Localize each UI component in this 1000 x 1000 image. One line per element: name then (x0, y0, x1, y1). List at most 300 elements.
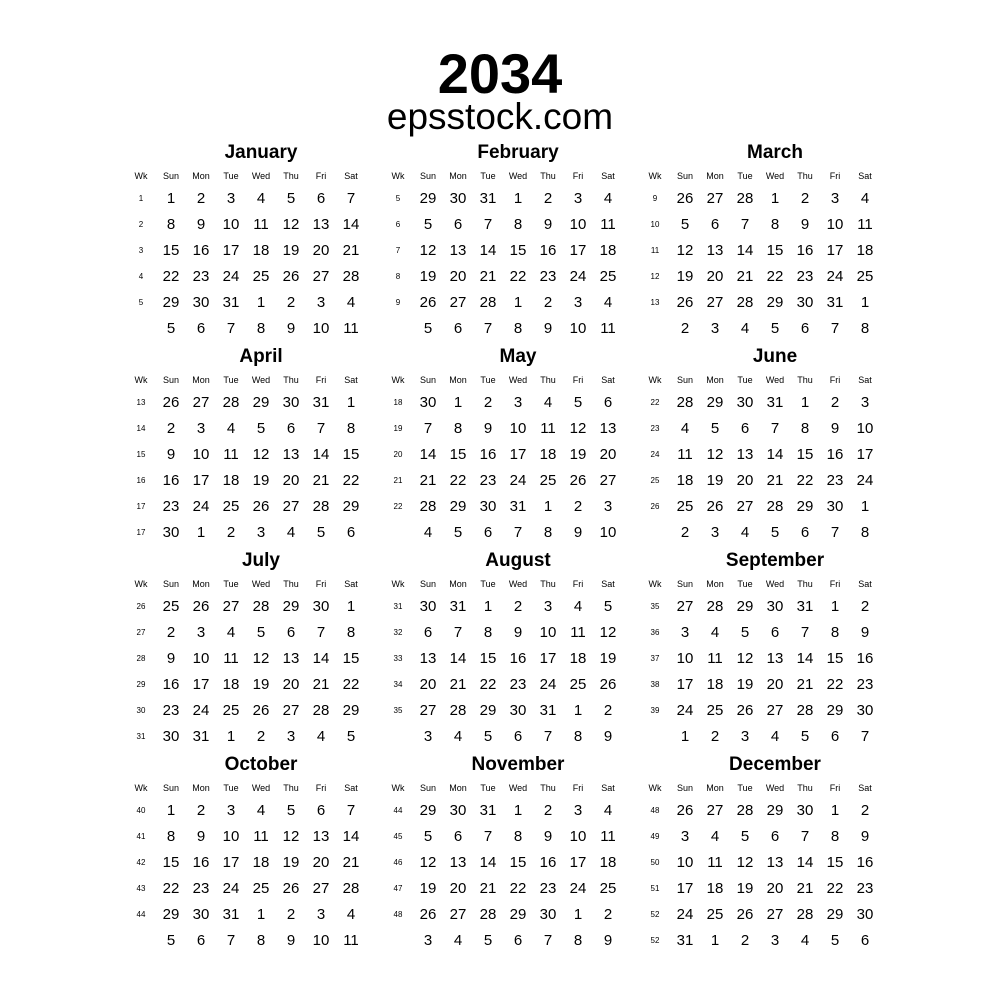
day-cell: 22 (796, 471, 814, 489)
week-number: 49 (650, 831, 660, 841)
week-row (383, 185, 623, 211)
day-cell: 22 (162, 267, 180, 285)
week-row (640, 441, 880, 467)
day-cell: 28 (479, 293, 497, 311)
month-block-october (126, 751, 366, 953)
weekday-header: Thu (540, 579, 556, 589)
day-cell: 1 (166, 801, 176, 819)
day-cell: 28 (252, 597, 270, 615)
day-cell: 9 (603, 727, 613, 745)
day-cell: 7 (483, 827, 493, 845)
day-cell: 27 (706, 189, 724, 207)
weekday-header: Tue (737, 579, 753, 589)
week-number: 45 (393, 831, 403, 841)
week-number: 9 (652, 193, 658, 203)
weekday-header: Sun (676, 783, 693, 793)
day-cell: 2 (166, 623, 176, 641)
day-cell: 21 (419, 471, 437, 489)
week-number: 37 (650, 653, 660, 663)
week-number: 4 (138, 271, 144, 281)
day-cell: 26 (419, 293, 437, 311)
week-row (383, 593, 623, 619)
day-cell: 26 (706, 497, 724, 515)
day-cell: 10 (856, 419, 874, 437)
day-cell: 14 (342, 215, 360, 233)
weekday-header: Mon (192, 171, 210, 181)
weekday-header: Tue (737, 171, 753, 181)
day-cell: 12 (599, 623, 617, 641)
day-cell: 10 (539, 623, 557, 641)
week-number: 35 (393, 705, 403, 715)
day-cell: 29 (766, 801, 784, 819)
day-cell: 4 (800, 931, 810, 949)
day-cell: 11 (223, 445, 239, 463)
day-cell: 2 (543, 801, 553, 819)
day-cell: 30 (539, 905, 557, 923)
weekday-header: Sat (858, 783, 872, 793)
day-cell: 29 (826, 905, 844, 923)
weekday-header: Mon (706, 579, 724, 589)
day-cell: 29 (162, 293, 180, 311)
day-cell: 19 (282, 241, 300, 259)
weekday-header: Wed (765, 171, 785, 181)
day-cell: 4 (740, 523, 750, 541)
weekday-header: Thu (540, 783, 556, 793)
day-cell: 18 (599, 853, 617, 871)
day-cell: 8 (166, 215, 176, 233)
day-cell: 27 (676, 597, 694, 615)
month-title: November (471, 754, 565, 775)
day-cell: 2 (573, 497, 583, 515)
day-cell: 27 (312, 879, 330, 897)
day-cell: 6 (770, 827, 780, 845)
day-cell: 30 (449, 189, 467, 207)
week-row (640, 875, 880, 901)
week-row (126, 211, 366, 237)
weekday-header: Mon (706, 375, 724, 385)
day-cell: 18 (252, 241, 270, 259)
day-cell: 5 (286, 189, 296, 207)
day-cell: 6 (316, 801, 326, 819)
week-number: 41 (136, 831, 146, 841)
week-row (126, 389, 366, 415)
day-cell: 2 (483, 393, 493, 411)
day-cell: 1 (830, 801, 840, 819)
week-row (126, 823, 366, 849)
week-row (640, 927, 880, 953)
day-cell: 18 (676, 471, 694, 489)
day-cell: 23 (162, 497, 180, 515)
month-table (640, 779, 880, 953)
day-cell: 11 (253, 215, 269, 233)
day-cell: 26 (282, 879, 300, 897)
week-number: 7 (395, 245, 401, 255)
day-cell: 25 (676, 497, 694, 515)
weekday-header: Sun (419, 375, 436, 385)
day-cell: 2 (603, 701, 613, 719)
day-cell: 4 (710, 623, 720, 641)
day-cell: 22 (509, 267, 527, 285)
day-cell: 2 (710, 727, 720, 745)
week-number: 30 (136, 705, 146, 715)
day-cell: 21 (736, 267, 754, 285)
weekday-header: Fri (829, 375, 841, 385)
week-number: 43 (136, 883, 146, 893)
day-cell: 27 (222, 597, 240, 615)
day-cell: 21 (342, 853, 360, 871)
week-row (640, 493, 880, 519)
month-table (640, 371, 880, 545)
day-cell: 29 (766, 293, 784, 311)
week-number (640, 723, 670, 749)
month-block-may (383, 343, 623, 545)
day-cell: 30 (282, 393, 300, 411)
day-cell: 5 (710, 419, 720, 437)
day-cell: 20 (766, 675, 784, 693)
day-cell: 28 (479, 905, 497, 923)
day-cell: 6 (740, 419, 750, 437)
week-number: 17 (136, 501, 146, 511)
day-cell: 12 (282, 215, 300, 233)
week-row (383, 263, 623, 289)
week-row (126, 467, 366, 493)
week-row (640, 289, 880, 315)
day-cell: 12 (569, 419, 587, 437)
day-cell: 30 (312, 597, 330, 615)
week-number: 28 (136, 653, 146, 663)
day-cell: 2 (543, 189, 553, 207)
day-cell: 22 (509, 879, 527, 897)
week-number: 32 (393, 627, 403, 637)
day-cell: 21 (479, 879, 497, 897)
week-row (383, 927, 623, 953)
month-title: April (239, 346, 283, 367)
weekday-header: Thu (540, 171, 556, 181)
day-cell: 8 (513, 827, 523, 845)
day-cell: 20 (449, 267, 467, 285)
weekday-header: Mon (449, 783, 467, 793)
weekday-header-row (640, 575, 880, 593)
day-cell: 3 (316, 293, 326, 311)
weekday-header: Fri (572, 783, 584, 793)
week-number-header: Wk (648, 783, 662, 793)
day-cell: 4 (346, 293, 356, 311)
day-cell: 27 (449, 905, 467, 923)
day-cell: 3 (226, 801, 236, 819)
week-row (640, 519, 880, 545)
day-cell: 2 (680, 319, 690, 337)
week-row (126, 927, 366, 953)
weekday-header-row (383, 167, 623, 185)
day-cell: 6 (453, 827, 463, 845)
month-block-april (126, 343, 366, 545)
day-cell: 9 (196, 827, 206, 845)
weekday-header: Wed (251, 171, 271, 181)
week-row (640, 823, 880, 849)
day-cell: 4 (226, 623, 236, 641)
day-cell: 5 (423, 319, 433, 337)
weekday-header: Wed (508, 375, 528, 385)
day-cell: 27 (449, 293, 467, 311)
month-table (383, 779, 623, 953)
day-cell: 13 (419, 649, 437, 667)
calendar-year-title: 2034 (437, 42, 563, 105)
week-number-header: Wk (391, 783, 405, 793)
day-cell: 7 (346, 801, 356, 819)
day-cell: 24 (569, 879, 587, 897)
day-cell: 10 (222, 827, 240, 845)
month-table (383, 167, 623, 341)
day-cell: 26 (736, 905, 754, 923)
day-cell: 5 (680, 215, 690, 233)
day-cell: 8 (166, 827, 176, 845)
day-cell: 2 (543, 293, 553, 311)
day-cell: 6 (800, 523, 810, 541)
day-cell: 5 (256, 419, 266, 437)
week-number: 33 (393, 653, 403, 663)
weekday-header-row (383, 779, 623, 797)
day-cell: 10 (569, 319, 587, 337)
day-cell: 11 (677, 445, 693, 463)
day-cell: 19 (252, 675, 270, 693)
day-cell: 27 (599, 471, 617, 489)
day-cell: 16 (856, 649, 874, 667)
weekday-header: Thu (283, 783, 299, 793)
week-row (640, 697, 880, 723)
weekday-header: Sun (162, 375, 179, 385)
day-cell: 1 (800, 393, 810, 411)
day-cell: 20 (312, 853, 330, 871)
month-block-march (640, 139, 880, 341)
weekday-header: Sat (601, 375, 615, 385)
day-cell: 9 (543, 827, 553, 845)
day-cell: 6 (346, 523, 356, 541)
day-cell: 3 (423, 931, 433, 949)
day-cell: 21 (479, 267, 497, 285)
day-cell: 6 (603, 393, 613, 411)
day-cell: 5 (770, 319, 780, 337)
day-cell: 8 (830, 827, 840, 845)
day-cell: 24 (509, 471, 527, 489)
day-cell: 11 (600, 319, 616, 337)
weekday-header: Tue (480, 579, 496, 589)
day-cell: 7 (740, 215, 750, 233)
day-cell: 19 (599, 649, 617, 667)
day-cell: 7 (483, 215, 493, 233)
weekday-header: Sat (858, 375, 872, 385)
weekday-header: Sat (601, 171, 615, 181)
day-cell: 29 (342, 497, 360, 515)
day-cell: 5 (830, 931, 840, 949)
weekday-header: Wed (508, 171, 528, 181)
month-block-june (640, 343, 880, 545)
day-cell: 15 (449, 445, 467, 463)
day-cell: 8 (770, 215, 780, 233)
day-cell: 16 (856, 853, 874, 871)
day-cell: 3 (603, 497, 613, 515)
day-cell: 31 (826, 293, 844, 311)
week-number: 52 (650, 909, 660, 919)
day-cell: 5 (423, 827, 433, 845)
weekday-header: Sun (162, 579, 179, 589)
day-cell: 21 (796, 879, 814, 897)
day-cell: 30 (419, 393, 437, 411)
day-cell: 23 (539, 267, 557, 285)
weekday-header: Thu (797, 579, 813, 589)
day-cell: 8 (860, 319, 870, 337)
day-cell: 2 (513, 597, 523, 615)
day-cell: 25 (252, 879, 270, 897)
day-cell: 7 (316, 419, 326, 437)
week-number: 14 (136, 423, 146, 433)
day-cell: 5 (603, 597, 613, 615)
weekday-header: Fri (315, 783, 327, 793)
weekday-header-row (126, 575, 366, 593)
week-number: 15 (136, 449, 146, 459)
weekday-header-row (126, 371, 366, 389)
day-cell: 17 (569, 241, 587, 259)
day-cell: 10 (676, 649, 694, 667)
day-cell: 30 (796, 801, 814, 819)
day-cell: 18 (706, 879, 724, 897)
day-cell: 4 (740, 319, 750, 337)
day-cell: 4 (256, 801, 266, 819)
day-cell: 13 (449, 241, 467, 259)
day-cell: 4 (543, 393, 553, 411)
day-cell: 29 (162, 905, 180, 923)
month-table (383, 371, 623, 545)
week-row (126, 723, 366, 749)
weekday-header: Sun (419, 579, 436, 589)
week-row (383, 289, 623, 315)
week-number-header: Wk (134, 783, 148, 793)
day-cell: 10 (676, 853, 694, 871)
day-cell: 17 (569, 853, 587, 871)
day-cell: 31 (539, 701, 557, 719)
day-cell: 15 (796, 445, 814, 463)
day-cell: 16 (539, 853, 557, 871)
day-cell: 3 (680, 623, 690, 641)
month-table (640, 167, 880, 341)
day-cell: 4 (603, 801, 613, 819)
day-cell: 5 (740, 827, 750, 845)
week-row (640, 723, 880, 749)
week-number: 26 (650, 501, 660, 511)
month-title: October (224, 754, 298, 775)
day-cell: 15 (479, 649, 497, 667)
month-title: January (224, 142, 298, 163)
weekday-header: Sun (419, 783, 436, 793)
weekday-header: Sat (601, 783, 615, 793)
day-cell: 6 (770, 623, 780, 641)
day-cell: 9 (286, 931, 296, 949)
day-cell: 17 (676, 675, 694, 693)
day-cell: 12 (282, 827, 300, 845)
day-cell: 3 (196, 623, 206, 641)
weekday-header: Mon (192, 579, 210, 589)
month-title: July (241, 550, 281, 571)
day-cell: 6 (196, 319, 206, 337)
day-cell: 20 (706, 267, 724, 285)
month-table (126, 575, 366, 749)
weekday-header: Tue (480, 375, 496, 385)
day-cell: 9 (166, 649, 176, 667)
day-cell: 19 (569, 445, 587, 463)
week-number: 44 (136, 909, 146, 919)
weekday-header: Tue (223, 375, 239, 385)
weekday-header: Wed (508, 579, 528, 589)
day-cell: 29 (419, 189, 437, 207)
month-block-february (383, 139, 623, 341)
site-watermark-text: epsstock.com (386, 96, 614, 137)
week-number: 13 (650, 297, 660, 307)
week-row (126, 185, 366, 211)
day-cell: 3 (543, 597, 553, 615)
day-cell: 4 (603, 293, 613, 311)
day-cell: 31 (479, 189, 497, 207)
day-cell: 24 (856, 471, 874, 489)
day-cell: 4 (860, 189, 870, 207)
day-cell: 2 (286, 293, 296, 311)
day-cell: 23 (162, 701, 180, 719)
weekday-header: Sat (344, 171, 358, 181)
day-cell: 15 (342, 445, 360, 463)
day-cell: 25 (162, 597, 180, 615)
day-cell: 6 (710, 215, 720, 233)
weekday-header-row (383, 575, 623, 593)
day-cell: 30 (736, 393, 754, 411)
weekday-header: Sun (162, 171, 179, 181)
day-cell: 4 (316, 727, 326, 745)
day-cell: 11 (570, 623, 586, 641)
day-cell: 20 (312, 241, 330, 259)
day-cell: 5 (346, 727, 356, 745)
week-row (383, 467, 623, 493)
week-number: 19 (393, 423, 403, 433)
day-cell: 15 (766, 241, 784, 259)
day-cell: 11 (857, 215, 873, 233)
day-cell: 9 (513, 623, 523, 641)
weekday-header-row (640, 779, 880, 797)
day-cell: 19 (419, 879, 437, 897)
day-cell: 17 (222, 853, 240, 871)
day-cell: 28 (342, 879, 360, 897)
day-cell: 6 (513, 727, 523, 745)
weekday-header: Mon (449, 171, 467, 181)
day-cell: 1 (513, 293, 523, 311)
week-number: 34 (393, 679, 403, 689)
day-cell: 2 (860, 801, 870, 819)
day-cell: 29 (342, 701, 360, 719)
weekday-header: Tue (223, 783, 239, 793)
week-number (383, 723, 413, 749)
weekday-header-row (640, 167, 880, 185)
day-cell: 6 (483, 523, 493, 541)
week-number-header: Wk (648, 171, 662, 181)
day-cell: 23 (192, 879, 210, 897)
day-cell: 26 (676, 293, 694, 311)
day-cell: 3 (286, 727, 296, 745)
day-cell: 10 (312, 931, 330, 949)
week-number: 48 (393, 909, 403, 919)
day-cell: 5 (166, 931, 176, 949)
day-cell: 3 (830, 189, 840, 207)
day-cell: 29 (449, 497, 467, 515)
day-cell: 24 (569, 267, 587, 285)
day-cell: 1 (573, 701, 583, 719)
week-number: 8 (395, 271, 401, 281)
week-row (126, 263, 366, 289)
